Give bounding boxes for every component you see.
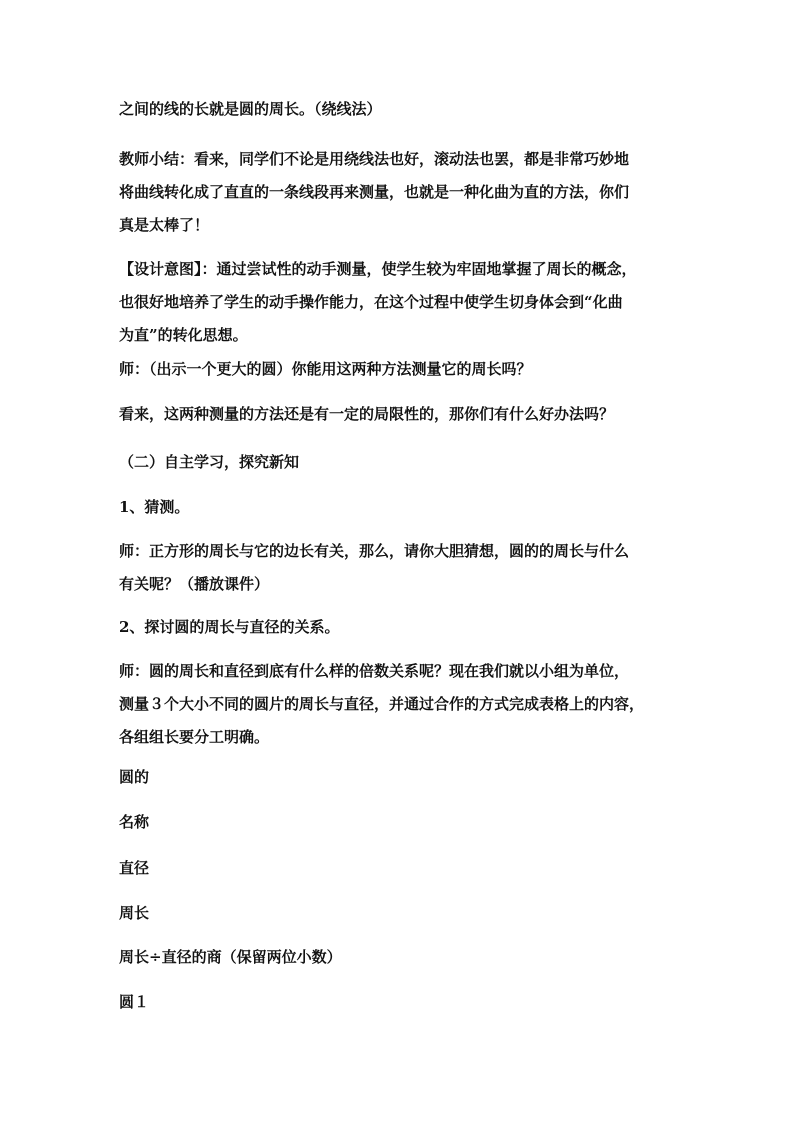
text-line: 1、猜测。 bbox=[119, 498, 190, 516]
text-line: 师：正方形的周长与它的边长有关，那么，请你大胆猜想，圆的的周长与什么 bbox=[119, 542, 630, 560]
text-line: 测量３个大小不同的圆片的周长与直径，并通过合作的方式完成表格上的内容， bbox=[119, 695, 645, 713]
text-line: 之间的线的长就是圆的周长。（绕线法） bbox=[119, 100, 382, 118]
text-line: 周长÷直径的商（保留两位小数） bbox=[119, 948, 342, 966]
text-line: 教师小结：看来，同学们不论是用绕线法也好，滚动法也罢，都是非常巧妙地 bbox=[119, 150, 630, 168]
paragraph-group-task bbox=[119, 655, 679, 754]
text-line: 【设计意图】：通过尝试性的动手测量，使学生较为牢固地掌握了周长的概念， bbox=[119, 260, 637, 278]
table-header-diameter bbox=[119, 852, 679, 885]
table-header-quotient bbox=[119, 941, 679, 974]
text-line: 圆的 bbox=[119, 768, 150, 786]
text-line: 也很好地培养了学生的动手操作能力，在这个过程中使学生切身体会到“化曲 bbox=[119, 293, 623, 311]
paragraph-teacher-summary bbox=[119, 143, 679, 242]
paragraph-square-perimeter bbox=[119, 535, 679, 601]
text-line: 师：（出示一个更大的圆）你能用这两种方法测量它的周长吗？ bbox=[119, 360, 532, 378]
text-line: 圆１ bbox=[119, 993, 150, 1011]
text-line: 名称 bbox=[119, 813, 150, 831]
paragraph-winding-method bbox=[119, 93, 679, 126]
text-line: 师：圆的周长和直径到底有什么样的倍数关系呢？现在我们就以小组为单位， bbox=[119, 662, 630, 680]
text-line: 将曲线转化成了直直的一条线段再来测量，也就是一种化曲为直的方法，你们 bbox=[119, 183, 630, 201]
text-line: 各组组长要分工明确。 bbox=[119, 728, 270, 746]
text-line: 2、探讨圆的周长与直径的关系。 bbox=[119, 618, 340, 636]
text-line: 看来，这两种测量的方法还是有一定的局限性的，那你们有什么好办法吗？ bbox=[119, 405, 615, 423]
text-line: 周长 bbox=[119, 904, 150, 922]
text-line: 有关呢？（播放课件） bbox=[119, 575, 270, 593]
table-header-perimeter bbox=[119, 897, 679, 930]
text-line: 为直”的转化思想。 bbox=[119, 326, 248, 344]
paragraph-explore-relation bbox=[119, 611, 679, 644]
paragraph-bigger-circle bbox=[119, 353, 679, 386]
table-row-circle-1 bbox=[119, 986, 679, 1019]
text-line: 直径 bbox=[119, 859, 150, 877]
text-line: 真是太棒了！ bbox=[119, 216, 210, 234]
paragraph-limitations bbox=[119, 398, 679, 431]
text-line: （二）自主学习，探究新知 bbox=[119, 453, 300, 471]
section-heading-self-study bbox=[119, 446, 679, 479]
table-header-circle bbox=[119, 761, 679, 794]
table-header-name bbox=[119, 806, 679, 839]
paragraph-guess bbox=[119, 491, 679, 524]
paragraph-design-intent bbox=[119, 253, 679, 352]
